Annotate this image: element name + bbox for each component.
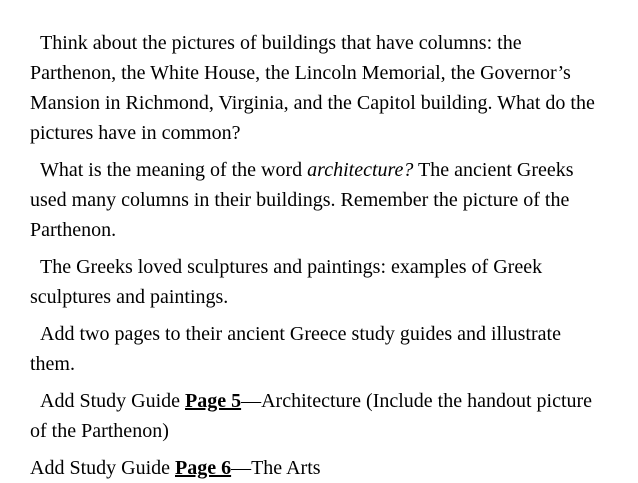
paragraph-gap [30,148,610,155]
document-body [30,28,610,483]
page-6-lead: Add Study Guide [30,457,175,479]
page-6-label: Page 6 [175,457,232,479]
paragraph-architecture-lead: What is the meaning of the word [40,159,308,181]
paragraph-gap [30,446,610,453]
page-5-tail: —Architecture (Include the handout picture of the Parthenon) [30,390,593,442]
paragraph-page-5 [30,386,610,446]
paragraph-gap [30,312,610,319]
paragraph-gap [30,379,610,386]
paragraph-architecture-tail: The ancient Greeks used many columns in their buildings. Remember the picture of the Parthenon. [30,159,574,241]
paragraph-gap [30,245,610,252]
page-5-lead: Add Study Guide [40,390,185,412]
paragraph-columns: Think about the pictures of buildings that have columns: the Parthenon, the White House, the Lincoln Memorial, the Governor’s Mansion in Richmond, Virginia, and the Capitol building. What do the pictures have in common? [30,32,595,144]
page-6-tail: —The Arts [231,457,321,479]
paragraph-architecture [30,155,610,245]
paragraph-sculptures: The Greeks loved sculptures and paintings: examples of Greek sculptures and paintings. [30,256,543,308]
architecture-term: architecture? [307,159,414,181]
paragraph-study-guides: Add two pages to their ancient Greece study guides and illustrate them. [30,323,561,375]
page-5-label: Page 5 [185,390,242,412]
